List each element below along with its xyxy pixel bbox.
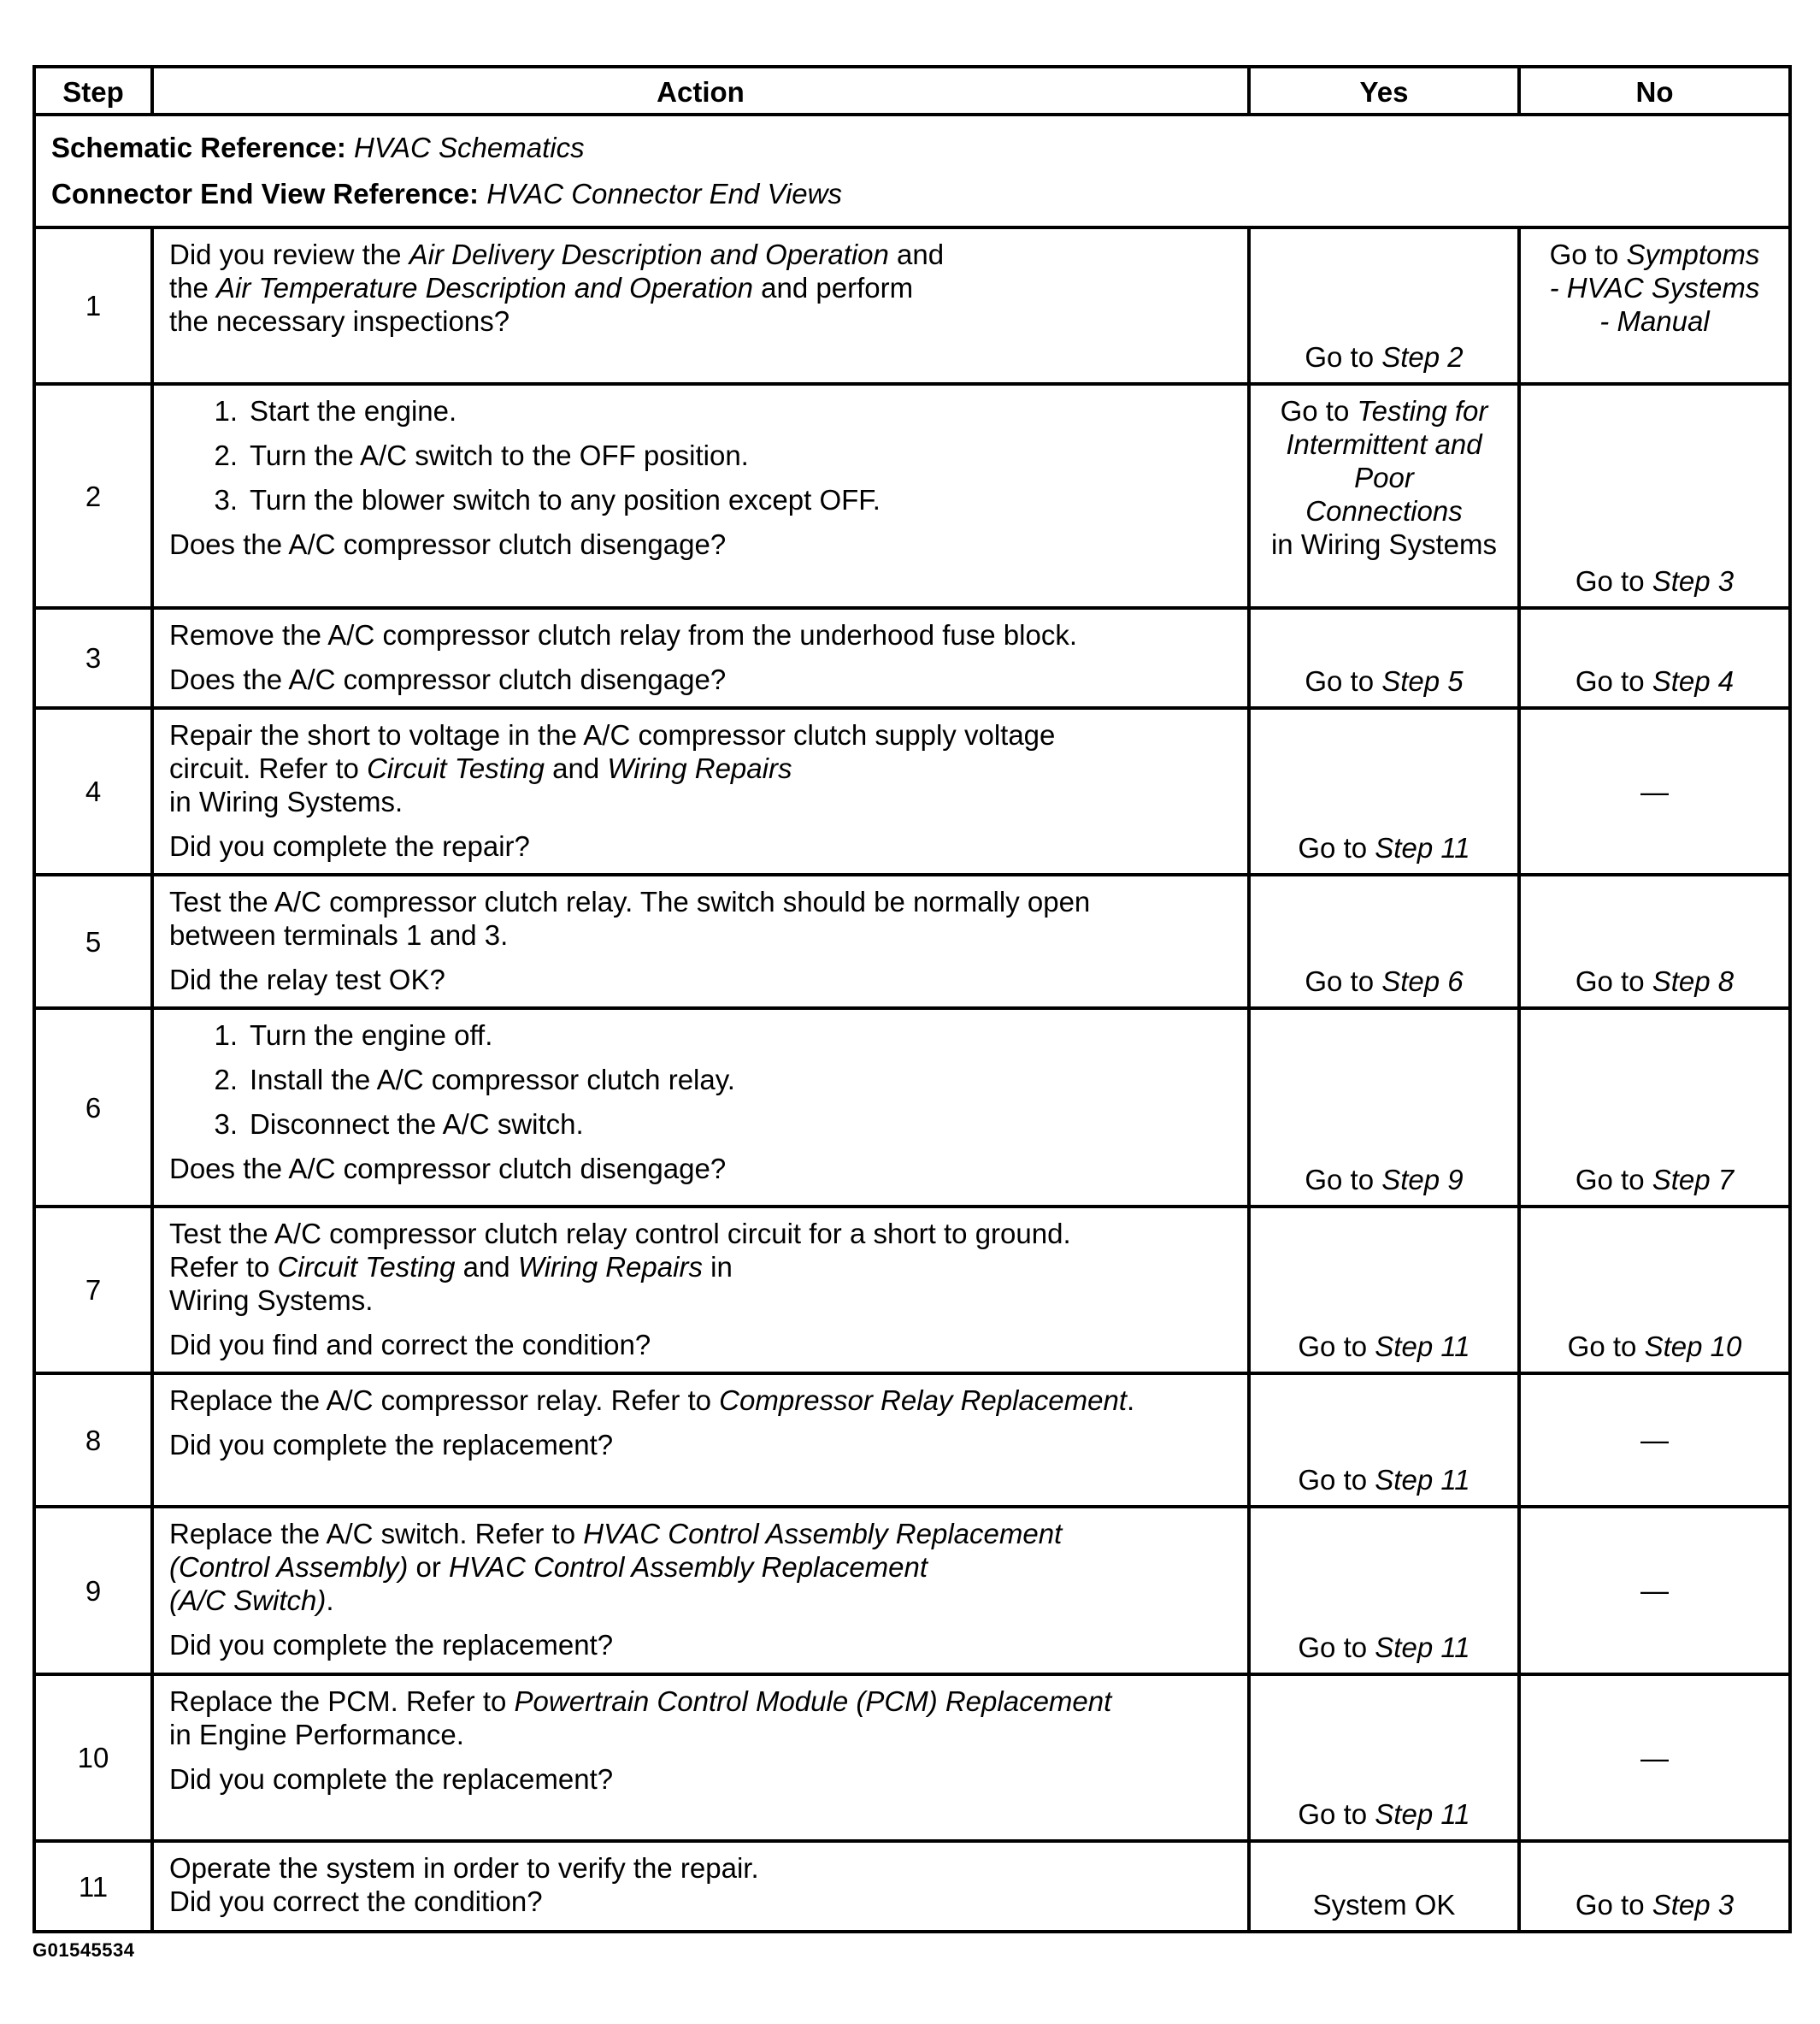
text-run: and bbox=[544, 752, 608, 784]
text-run: Go to bbox=[1305, 341, 1382, 373]
text-run: Go to bbox=[1575, 965, 1652, 997]
action-cell bbox=[152, 1373, 1249, 1507]
table-row bbox=[34, 1207, 1790, 1373]
no-cell bbox=[1519, 875, 1790, 1008]
action-cell bbox=[152, 1674, 1249, 1841]
step-number: 3 bbox=[34, 608, 152, 708]
list-text: Turn the A/C switch to the OFF position. bbox=[250, 440, 749, 471]
no-cell bbox=[1519, 608, 1790, 708]
reference-link-text: Step 11 bbox=[1375, 1331, 1470, 1362]
action-paragraph bbox=[169, 885, 1235, 952]
yes-result bbox=[1251, 1163, 1517, 1196]
yes-result bbox=[1251, 1888, 1517, 1921]
no-cell bbox=[1519, 1507, 1790, 1674]
reference-link-text: Step 3 bbox=[1652, 565, 1735, 597]
table-row bbox=[34, 608, 1790, 708]
step-number: 4 bbox=[34, 708, 152, 875]
no-result bbox=[1521, 1888, 1788, 1921]
yes-cell bbox=[1249, 1841, 1519, 1932]
no-result bbox=[1521, 1163, 1788, 1196]
text-run: Did you complete the replacement? bbox=[169, 1429, 614, 1460]
text-run: Go to bbox=[1298, 1798, 1375, 1830]
yes-cell bbox=[1249, 1207, 1519, 1373]
no-cell bbox=[1519, 1841, 1790, 1932]
table-row bbox=[34, 1373, 1790, 1507]
text-run: Did the relay test OK? bbox=[169, 964, 445, 995]
action-paragraph bbox=[169, 1428, 1235, 1461]
text-run: Does the A/C compressor clutch disengage? bbox=[169, 664, 727, 695]
reference-link-text: Step 3 bbox=[1652, 1889, 1735, 1921]
text-run: Replace the A/C compressor relay. Refer to bbox=[169, 1384, 720, 1416]
table-body bbox=[34, 115, 1790, 1932]
action-cell bbox=[152, 708, 1249, 875]
action-paragraph bbox=[169, 663, 1235, 696]
yes-result bbox=[1251, 831, 1517, 864]
header-step: Step bbox=[34, 67, 152, 115]
yes-cell bbox=[1249, 1507, 1519, 1674]
reference-link-text: Connections bbox=[1305, 495, 1463, 527]
list-number: 2. bbox=[214, 1064, 238, 1095]
yes-result bbox=[1251, 386, 1517, 561]
reference-link-text: Powertrain Control Module (PCM) Replacement bbox=[514, 1685, 1112, 1717]
list-text: Install the A/C compressor clutch relay. bbox=[250, 1064, 735, 1095]
action-cell bbox=[152, 1507, 1249, 1674]
text-run: the bbox=[169, 272, 217, 304]
reference-cell bbox=[34, 115, 1790, 227]
text-run: in Engine Performance. bbox=[169, 1719, 464, 1750]
no-cell bbox=[1519, 384, 1790, 608]
text-run: or bbox=[408, 1551, 450, 1583]
action-paragraph bbox=[169, 963, 1235, 996]
action-list-item bbox=[169, 394, 1235, 428]
text-run: Test the A/C compressor clutch relay control circuit for a short to ground. bbox=[169, 1218, 1071, 1249]
action-list-item bbox=[169, 483, 1235, 516]
step-number: 7 bbox=[34, 1207, 152, 1373]
yes-result bbox=[1251, 1797, 1517, 1831]
text-run: and bbox=[888, 239, 945, 270]
step-number: 1 bbox=[34, 227, 152, 384]
list-text: Turn the engine off. bbox=[250, 1019, 493, 1051]
reference-link-text: Step 11 bbox=[1375, 1632, 1470, 1663]
reference-link-text: Step 10 bbox=[1644, 1331, 1742, 1362]
table-row bbox=[34, 384, 1790, 608]
yes-result bbox=[1251, 965, 1517, 998]
no-result bbox=[1521, 1330, 1788, 1363]
action-cell bbox=[152, 608, 1249, 708]
action-list-item bbox=[169, 1107, 1235, 1141]
reference-link-text: Step 6 bbox=[1381, 965, 1464, 997]
yes-cell bbox=[1249, 1008, 1519, 1207]
text-run: Did you review the bbox=[169, 239, 409, 270]
list-text: Start the engine. bbox=[250, 395, 457, 427]
action-paragraph bbox=[169, 1851, 1235, 1918]
reference-link-text: (Control Assembly) bbox=[169, 1551, 409, 1583]
text-run: Go to bbox=[1298, 1464, 1375, 1496]
no-not-applicable: — bbox=[1640, 776, 1669, 807]
action-paragraph bbox=[169, 1152, 1235, 1185]
yes-result bbox=[1251, 1330, 1517, 1363]
text-run: Go to bbox=[1575, 1889, 1652, 1921]
yes-cell bbox=[1249, 1373, 1519, 1507]
text-run: the necessary inspections? bbox=[169, 305, 510, 337]
text-run: . bbox=[326, 1584, 334, 1616]
text-run: in bbox=[702, 1251, 733, 1283]
text-run: and perform bbox=[752, 272, 914, 304]
no-cell bbox=[1519, 708, 1790, 875]
text-run: Did you correct the condition? bbox=[169, 1885, 543, 1917]
action-list-item bbox=[169, 439, 1235, 472]
list-number: 1. bbox=[214, 1019, 238, 1051]
action-paragraph bbox=[169, 618, 1235, 652]
reference-row bbox=[34, 115, 1790, 227]
reference-link-text: - Manual bbox=[1599, 305, 1710, 337]
yes-cell bbox=[1249, 875, 1519, 1008]
list-number: 2. bbox=[214, 440, 238, 471]
yes-result bbox=[1251, 340, 1517, 374]
reference-link-text: Circuit Testing bbox=[277, 1251, 456, 1283]
text-run: Repair the short to voltage in the A/C compressor clutch supply voltage bbox=[169, 719, 1056, 751]
action-cell bbox=[152, 1207, 1249, 1373]
text-run: Does the A/C compressor clutch disengage? bbox=[169, 1153, 727, 1184]
no-cell bbox=[1519, 1207, 1790, 1373]
text-run: System OK bbox=[1312, 1889, 1456, 1921]
text-run: Go to bbox=[1280, 395, 1358, 427]
schematic-reference bbox=[51, 125, 1773, 171]
no-cell bbox=[1519, 1008, 1790, 1207]
reference-link-text: Step 11 bbox=[1375, 832, 1470, 864]
step-number: 10 bbox=[34, 1674, 152, 1841]
table-row bbox=[34, 1008, 1790, 1207]
text-run: Did you complete the repair? bbox=[169, 830, 530, 862]
diagnostic-table bbox=[32, 65, 1792, 1933]
text-run: Replace the A/C switch. Refer to bbox=[169, 1518, 584, 1549]
reference-link-text: HVAC Control Assembly Replacement bbox=[583, 1518, 1063, 1549]
reference-link-text: Circuit Testing bbox=[367, 752, 545, 784]
yes-cell bbox=[1249, 1674, 1519, 1841]
text-run: and bbox=[455, 1251, 518, 1283]
text-run: Go to bbox=[1305, 965, 1382, 997]
text-run: Go to bbox=[1298, 832, 1375, 864]
step-number: 8 bbox=[34, 1373, 152, 1507]
text-run: Wiring Systems. bbox=[169, 1284, 374, 1316]
reference-link-text: Air Delivery Description and Operation bbox=[409, 239, 889, 270]
action-paragraph bbox=[169, 1328, 1235, 1361]
header-row bbox=[34, 67, 1790, 115]
list-number: 3. bbox=[214, 484, 238, 516]
text-run: Go to bbox=[1575, 565, 1652, 597]
yes-result bbox=[1251, 1463, 1517, 1496]
yes-result bbox=[1251, 1631, 1517, 1664]
reference-link-text: Symptoms bbox=[1626, 239, 1760, 270]
text-run: Did you find and correct the condition? bbox=[169, 1329, 651, 1360]
text-run: Go to bbox=[1305, 1164, 1382, 1195]
no-result bbox=[1521, 664, 1788, 698]
schematic-reference-value: HVAC Schematics bbox=[354, 132, 585, 163]
no-result bbox=[1521, 564, 1788, 598]
action-paragraph bbox=[169, 1685, 1235, 1751]
table-row bbox=[34, 227, 1790, 384]
reference-link-text: Step 7 bbox=[1652, 1164, 1735, 1195]
header-yes: Yes bbox=[1249, 67, 1519, 115]
action-cell bbox=[152, 1841, 1249, 1932]
step-number: 6 bbox=[34, 1008, 152, 1207]
step-number: 9 bbox=[34, 1507, 152, 1674]
yes-cell bbox=[1249, 708, 1519, 875]
table-row bbox=[34, 1507, 1790, 1674]
action-cell bbox=[152, 227, 1249, 384]
yes-result bbox=[1251, 664, 1517, 698]
action-paragraph bbox=[169, 238, 1235, 338]
action-list-item bbox=[169, 1018, 1235, 1052]
list-text: Disconnect the A/C switch. bbox=[250, 1108, 584, 1140]
text-run: between terminals 1 and 3. bbox=[169, 919, 509, 951]
step-number: 2 bbox=[34, 384, 152, 608]
header-action: Action bbox=[152, 67, 1249, 115]
list-text: Turn the blower switch to any position except OFF. bbox=[250, 484, 881, 516]
connector-reference bbox=[51, 171, 1773, 217]
step-number: 11 bbox=[34, 1841, 152, 1932]
text-run: circuit. Refer to bbox=[169, 752, 368, 784]
reference-link-text: (A/C Switch) bbox=[169, 1584, 327, 1616]
table-row bbox=[34, 1674, 1790, 1841]
reference-link-text: Testing for bbox=[1357, 395, 1488, 427]
yes-cell bbox=[1249, 608, 1519, 708]
no-cell bbox=[1519, 1373, 1790, 1507]
action-cell bbox=[152, 1008, 1249, 1207]
text-run: Go to bbox=[1575, 665, 1652, 697]
reference-link-text: Step 2 bbox=[1381, 341, 1464, 373]
reference-link-text: Intermittent and bbox=[1286, 428, 1482, 460]
action-paragraph bbox=[169, 1217, 1235, 1317]
table-row bbox=[34, 1841, 1790, 1932]
reference-link-text: Step 9 bbox=[1381, 1164, 1464, 1195]
text-run: Replace the PCM. Refer to bbox=[169, 1685, 515, 1717]
action-cell bbox=[152, 384, 1249, 608]
action-paragraph bbox=[169, 1628, 1235, 1661]
connector-reference-label: Connector End View Reference: bbox=[51, 178, 480, 209]
text-run: Remove the A/C compressor clutch relay from the underhood fuse block. bbox=[169, 619, 1078, 651]
action-paragraph bbox=[169, 1517, 1235, 1617]
action-paragraph bbox=[169, 528, 1235, 561]
step-number: 5 bbox=[34, 875, 152, 1008]
figure-id: G01545534 bbox=[32, 1939, 135, 1961]
action-paragraph bbox=[169, 1384, 1235, 1417]
yes-cell bbox=[1249, 227, 1519, 384]
text-run: in Wiring Systems bbox=[1270, 528, 1498, 560]
no-cell bbox=[1519, 227, 1790, 384]
header-no: No bbox=[1519, 67, 1790, 115]
no-not-applicable: — bbox=[1640, 1742, 1669, 1773]
text-run: in Wiring Systems. bbox=[169, 786, 403, 817]
text-run: Refer to bbox=[169, 1251, 278, 1283]
text-run: Go to bbox=[1298, 1331, 1375, 1362]
no-not-applicable: — bbox=[1640, 1574, 1669, 1607]
text-run: Go to bbox=[1298, 1632, 1375, 1663]
connector-reference-value: HVAC Connector End Views bbox=[486, 178, 842, 209]
text-run: Does the A/C compressor clutch disengage? bbox=[169, 528, 727, 560]
text-run: Did you complete the replacement? bbox=[169, 1763, 614, 1795]
text-run: Go to bbox=[1567, 1331, 1645, 1362]
reference-link-text: Air Temperature Description and Operation bbox=[216, 272, 753, 304]
action-paragraph bbox=[169, 1762, 1235, 1796]
reference-link-text: Compressor Relay Replacement bbox=[719, 1384, 1128, 1416]
yes-cell bbox=[1249, 384, 1519, 608]
reference-link-text: Step 5 bbox=[1381, 665, 1464, 697]
list-number: 1. bbox=[214, 395, 238, 427]
reference-link-text: Step 11 bbox=[1375, 1464, 1470, 1496]
reference-link-text: Wiring Repairs bbox=[607, 752, 792, 784]
list-number: 3. bbox=[214, 1108, 238, 1140]
action-paragraph bbox=[169, 718, 1235, 818]
reference-link-text: Poor bbox=[1354, 462, 1414, 493]
action-list-item bbox=[169, 1063, 1235, 1096]
text-run: Test the A/C compressor clutch relay. The switch should be normally open bbox=[169, 886, 1091, 918]
no-cell bbox=[1519, 1674, 1790, 1841]
no-result bbox=[1521, 229, 1788, 338]
action-paragraph bbox=[169, 829, 1235, 863]
schematic-reference-label: Schematic Reference: bbox=[51, 132, 346, 163]
table-row bbox=[34, 875, 1790, 1008]
reference-link-text: Wiring Repairs bbox=[517, 1251, 703, 1283]
reference-link-text: Step 8 bbox=[1652, 965, 1735, 997]
text-run: Operate the system in order to verify the repair. bbox=[169, 1852, 759, 1884]
text-run: Go to bbox=[1575, 1164, 1652, 1195]
text-run: Did you complete the replacement? bbox=[169, 1629, 614, 1661]
text-run: Go to bbox=[1305, 665, 1382, 697]
text-run: Go to bbox=[1549, 239, 1627, 270]
reference-link-text: Step 4 bbox=[1652, 665, 1735, 697]
reference-link-text: Step 11 bbox=[1375, 1798, 1470, 1830]
no-not-applicable: — bbox=[1640, 1424, 1669, 1456]
reference-link-text: - HVAC Systems bbox=[1549, 272, 1760, 304]
table-row bbox=[34, 708, 1790, 875]
action-cell bbox=[152, 875, 1249, 1008]
no-result bbox=[1521, 965, 1788, 998]
reference-link-text: HVAC Control Assembly Replacement bbox=[449, 1551, 928, 1583]
text-run: . bbox=[1127, 1384, 1135, 1416]
